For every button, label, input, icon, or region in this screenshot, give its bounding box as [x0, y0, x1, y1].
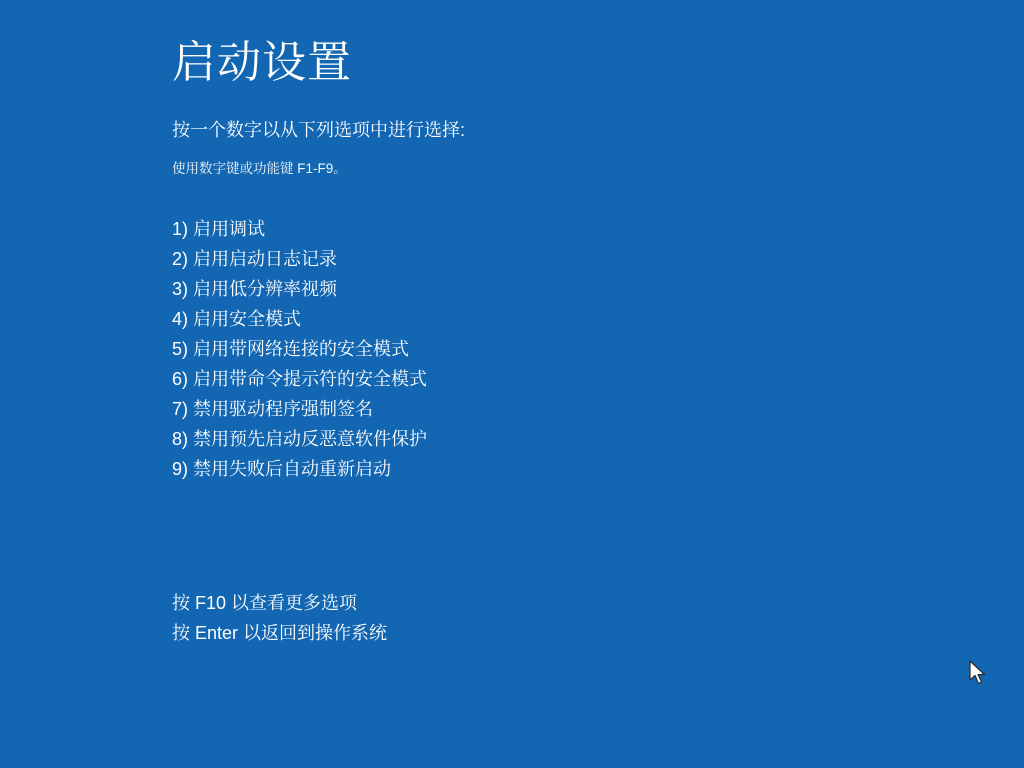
boot-option-6-label: 启用带命令提示符的安全模式 — [193, 368, 428, 389]
boot-option-5[interactable] — [172, 334, 972, 364]
boot-option-2-label: 启用启动日志记录 — [193, 248, 338, 269]
boot-option-8[interactable] — [172, 424, 972, 454]
boot-option-1[interactable] — [172, 214, 972, 244]
instruction-text: 按一个数字以从下列选项中进行选择: — [172, 119, 465, 140]
boot-option-5-number: 5) — [172, 338, 189, 359]
page-title: 启动设置 — [172, 38, 352, 87]
boot-option-2[interactable] — [172, 244, 972, 274]
mouse-pointer-icon — [968, 660, 990, 688]
footer-actions — [172, 588, 872, 648]
boot-option-6-number: 6) — [172, 368, 189, 389]
boot-option-3-number: 3) — [172, 278, 189, 299]
boot-option-5-label: 启用带网络连接的安全模式 — [193, 338, 410, 359]
boot-option-7-number: 7) — [172, 398, 189, 419]
content-area — [172, 38, 972, 484]
boot-option-1-label: 启用调试 — [193, 218, 266, 239]
return-os-hint[interactable]: 按 Enter 以返回到操作系统 — [172, 623, 388, 643]
more-options-hint[interactable]: 按 F10 以查看更多选项 — [172, 593, 358, 613]
boot-option-8-number: 8) — [172, 428, 189, 449]
boot-option-4[interactable] — [172, 304, 972, 334]
boot-option-9[interactable] — [172, 454, 972, 484]
boot-option-3[interactable] — [172, 274, 972, 304]
boot-option-2-number: 2) — [172, 248, 189, 269]
boot-option-9-number: 9) — [172, 458, 189, 479]
boot-option-4-label: 启用安全模式 — [193, 308, 302, 329]
boot-option-3-label: 启用低分辨率视频 — [193, 278, 338, 299]
boot-option-8-label: 禁用预先启动反恶意软件保护 — [193, 428, 428, 449]
boot-option-6[interactable] — [172, 364, 972, 394]
boot-option-1-number: 1) — [172, 218, 189, 239]
boot-option-7[interactable] — [172, 394, 972, 424]
boot-option-9-label: 禁用失败后自动重新启动 — [193, 458, 392, 479]
boot-option-4-number: 4) — [172, 308, 189, 329]
boot-option-7-label: 禁用驱动程序强制签名 — [193, 398, 374, 419]
hint-text: 使用数字键或功能键 F1-F9。 — [172, 160, 347, 176]
boot-options-list — [172, 214, 972, 484]
